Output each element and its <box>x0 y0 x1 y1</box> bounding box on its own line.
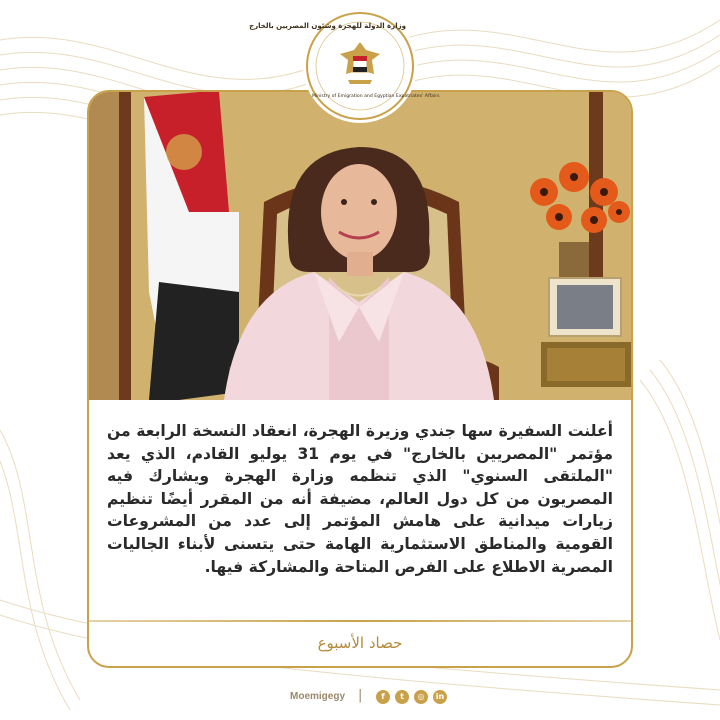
instagram-icon[interactable]: ◎ <box>414 690 428 704</box>
footer-separator: | <box>358 688 363 703</box>
account-handle[interactable]: Moemigegy <box>290 691 346 702</box>
post-body-text: أعلنت السفيرة سها جندي وزيرة الهجرة، انعقاد النسخة الرابعة من مؤتمر "المصريين بالخارج" في يوم 31 يوليو القادم، الذي يعد "الملتقى السنوي" الذي تنظمه وزارة الهجرة ويشارك فيه المصريون من كل دول العالم، مضيفة أنه من المقرر أيضًا تنظيم زيارات ميدانية على هامش المؤتمر إلى عدد من المشروعات القومية والمناطق الاستثمارية الهامة حتى يتسنى لأبناء الجاليات المصرية الاطلاع على الفرص المتاحة والمشاركة فيها. <box>107 422 613 576</box>
social-footer <box>0 688 720 708</box>
ministry-logo <box>249 12 440 120</box>
logo-arabic-text: وزارة الدولة للهجرة وشئون المصريين بالخارج <box>249 22 406 30</box>
facebook-icon[interactable]: f <box>376 690 390 704</box>
post-card <box>87 90 633 668</box>
twitter-icon[interactable]: t <box>395 690 409 704</box>
linkedin-icon[interactable]: in <box>433 690 447 704</box>
logo-english-text: Ministry of Emigration and Egyptian Expatriates' Affairs <box>312 94 440 99</box>
section-label: حصاد الأسبوع <box>317 634 403 652</box>
minister-photo <box>89 92 631 400</box>
divider <box>89 620 631 622</box>
